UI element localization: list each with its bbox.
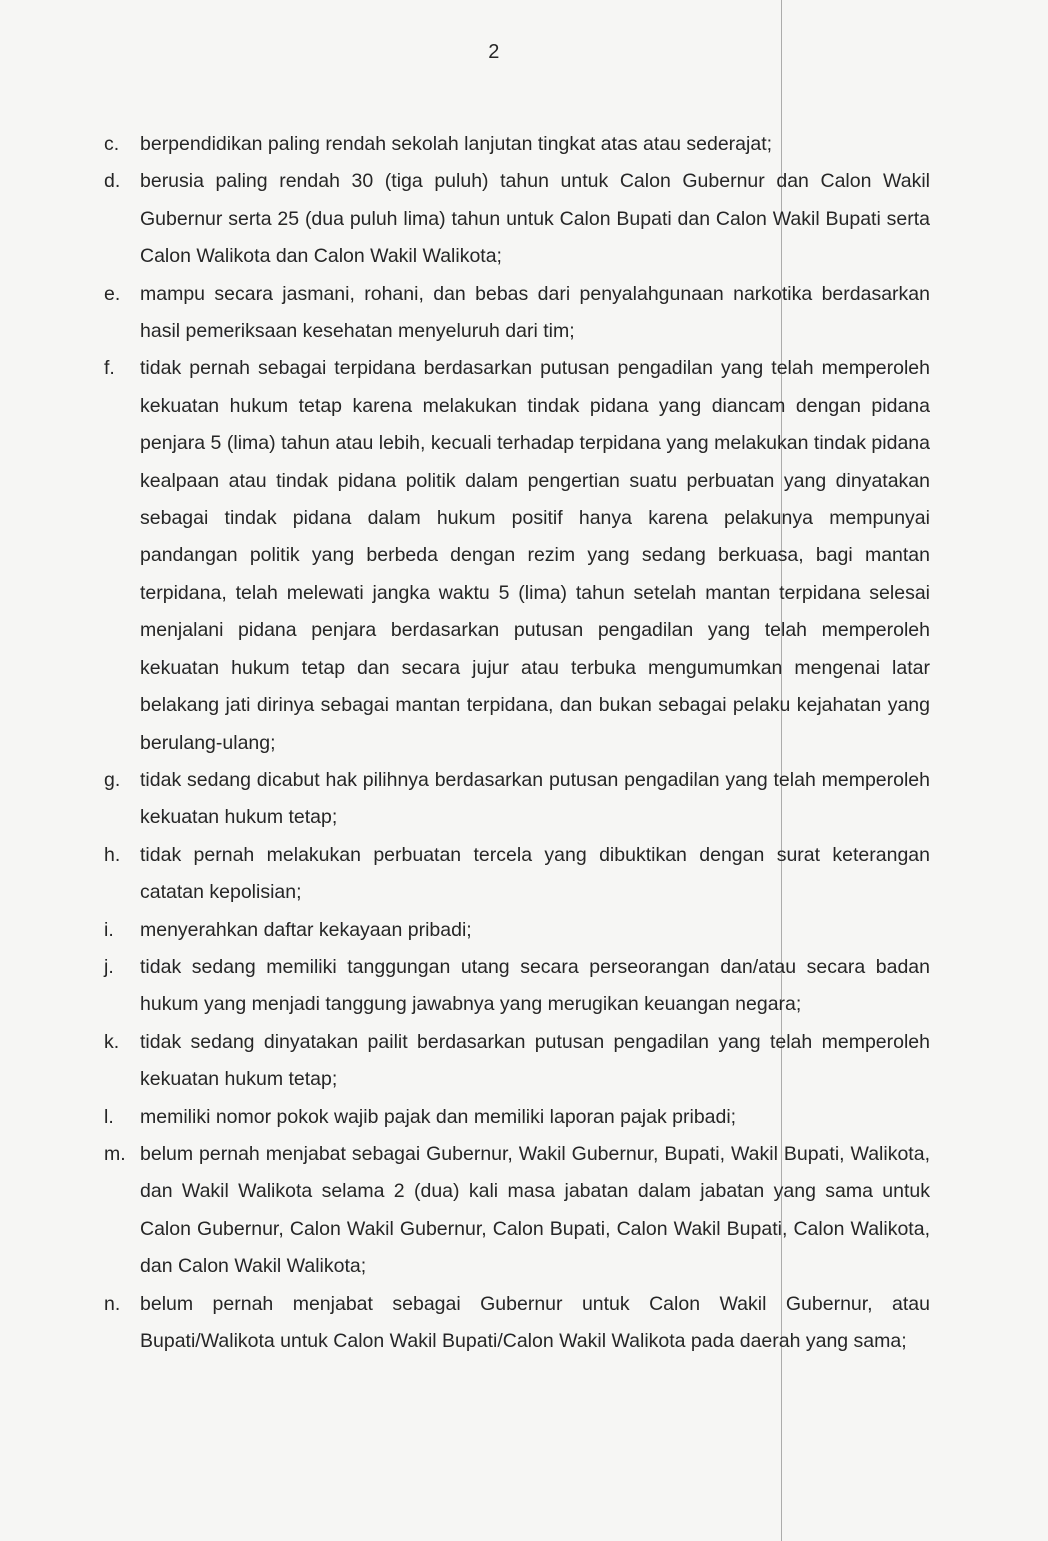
item-marker: f. [104,357,115,380]
item-text: tidak pernah sebagai terpidana berdasarkan putusan pengadilan yang telah memperoleh kekuatan hukum tetap karena melakukan tindak pidana yang diancam dengan pidana penjara 5 (lima) tahun atau lebih, kecuali terhadap terpidana yang melakukan tindak pidana kealpaan atau tindak pidana politik dalam pengertian suatu perbuatan yang dinyatakan sebagai tindak pidana dalam hukum positif hanya karena pelakunya mempunyai pandangan politik yang berbeda dengan rezim yang sedang berkuasa, bagi mantan terpidana, telah melewati jangka waktu 5 (lima) tahun setelah mantan terpidana selesai menjalani pidana penjara berdasarkan putusan pengadilan yang telah memperoleh kekuatan hukum tetap dan secara jujur atau terbuka mengumumkan mengenai latar belakang jati dirinya sebagai mantan terpidana, dan bukan sebagai pelaku kejahatan yang berulang-ulang; [140,357,930,754]
list-item-e [104,276,930,351]
item-text: mampu secara jasmani, rohani, dan bebas dari penyalahgunaan narkotika berdasarkan hasil pemeriksaan kesehatan menyeluruh dari tim; [140,282,930,343]
list-item-h [104,837,930,912]
list-item-c [104,126,930,163]
item-marker: i. [104,918,114,941]
requirements-list [104,126,930,1360]
item-text: belum pernah menjabat sebagai Gubernur, Wakil Gubernur, Bupati, Wakil Bupati, Walikota, dan Wakil Walikota selama 2 (dua) kali masa jabatan dalam jabatan yang sama untuk Calon Gubernur, Calon Wakil Gubernur, Calon Bupati, Calon Wakil Bupati, Calon Walikota, dan Calon Wakil Walikota; [140,1142,930,1278]
item-text: menyerahkan daftar kekayaan pribadi; [140,918,472,941]
item-marker: j. [104,955,114,978]
item-marker: m. [104,1142,126,1165]
page-number: 2 [488,41,500,63]
item-marker: d. [104,170,121,193]
list-item-d [104,163,930,275]
item-marker: l. [104,1105,114,1128]
item-text: tidak sedang memiliki tanggungan utang secara perseorangan dan/atau secara badan hukum yang menjadi tanggung jawabnya yang merugikan keuangan negara; [140,955,930,1016]
item-text: memiliki nomor pokok wajib pajak dan memiliki laporan pajak pribadi; [140,1105,737,1128]
item-text: tidak pernah melakukan perbuatan tercela yang dibuktikan dengan surat keterangan catatan kepolisian; [140,843,930,904]
item-marker: n. [104,1292,121,1315]
item-marker: c. [104,133,120,155]
item-marker: e. [104,282,121,305]
list-item-g [104,762,930,837]
item-text: tidak sedang dinyatakan pailit berdasarkan putusan pengadilan yang telah memperoleh kekuatan hukum tetap; [140,1030,930,1091]
item-marker: g. [104,768,121,791]
list-item-m [104,1136,930,1286]
item-text: berpendidikan paling rendah sekolah lanjutan tingkat atas atau sederajat; [140,133,773,155]
item-marker: k. [104,1030,120,1053]
item-text: berusia paling rendah 30 (tiga puluh) tahun untuk Calon Gubernur dan Calon Wakil Gubernur serta 25 (dua puluh lima) tahun untuk Calon Bupati dan Calon Wakil Bupati serta Calon Walikota dan Calon Wakil Walikota; [140,170,930,268]
item-text: belum pernah menjabat sebagai Gubernur untuk Calon Wakil Gubernur, atau Bupati/Walikota untuk Calon Wakil Bupati/Calon Wakil Walikota pada daerah yang sama; [140,1292,930,1352]
list-item-f [104,350,930,761]
list-item-j [104,949,930,1024]
item-marker: h. [104,843,121,866]
list-item-i [104,912,930,949]
list-item-l [104,1099,930,1136]
list-item-k [104,1024,930,1099]
list-item-n [104,1286,930,1361]
item-text: tidak sedang dicabut hak pilihnya berdasarkan putusan pengadilan yang telah memperoleh kekuatan hukum tetap; [140,768,930,829]
